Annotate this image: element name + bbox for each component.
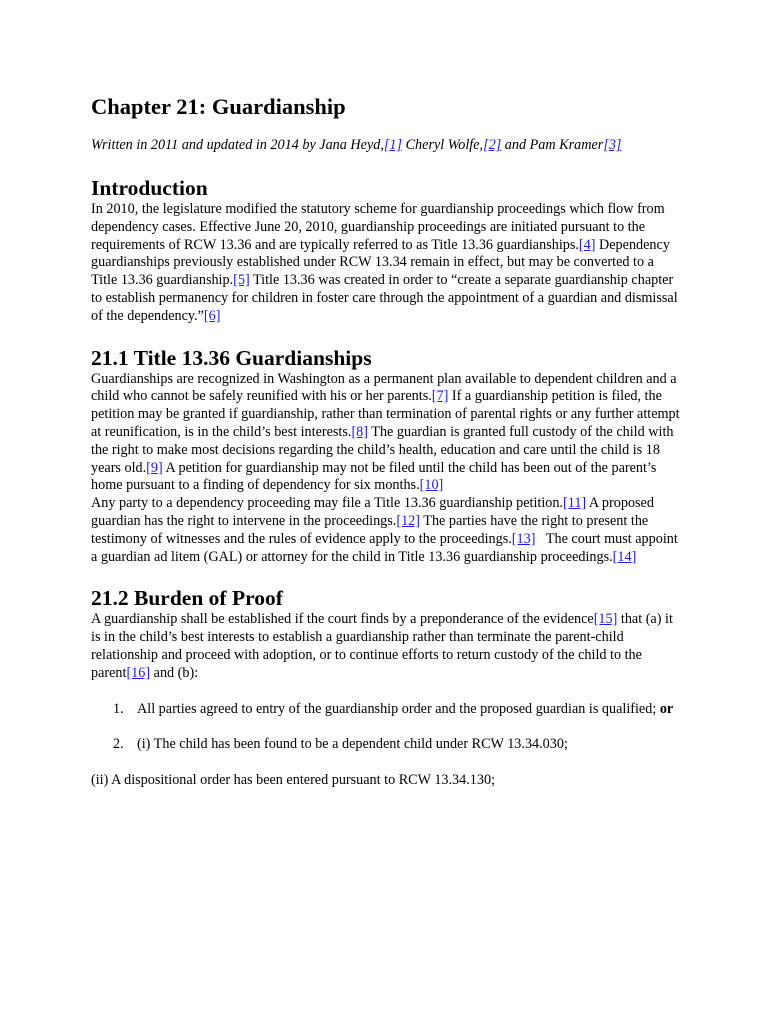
section-heading-21-2: 21.2 Burden of Proof bbox=[91, 586, 283, 611]
paragraph-text: Dependency guardianships previously established under RCW 13.34 remain in effect, but may be converted to a Title 13.36 guardianship. bbox=[91, 236, 670, 289]
footnote-link-12[interactable]: [12] bbox=[396, 512, 420, 529]
footnote-link-5[interactable]: [5] bbox=[233, 272, 250, 289]
section-21-1-paragraph-2 bbox=[91, 495, 680, 566]
footnote-link-4[interactable]: [4] bbox=[578, 236, 596, 253]
paragraph-text: If a guardianship petition is filed, the petition may be granted if guardianship, rather than termination of parental rights or any further attempt at reunification, is in the child’s best interests. bbox=[91, 388, 680, 440]
paragraph-text: Any party to a dependency proceeding may file a Title 13.36 guardianship petition. bbox=[91, 495, 564, 512]
list-item-bold-text: or bbox=[659, 700, 674, 717]
paragraph-text: A guardianship shall be established if the court finds by a preponderance of the evidence bbox=[91, 611, 594, 628]
section-heading-21-1: 21.1 Title 13.36 Guardianships bbox=[91, 345, 372, 370]
footnote-link-10[interactable]: [10] bbox=[419, 477, 444, 494]
paragraph-text: In 2010, the legislature modified the statutory scheme for guardianship proceedings which flow from dependency cases. Effective June 20, 2010, guardianship proceedings are initiated pursuant to the requirements of RCW 13.36 and are typically referred to as Title 13.36 guardianships. bbox=[91, 201, 665, 253]
intro-paragraph bbox=[91, 201, 680, 326]
paragraph-text: Title 13.36 was created in order to “create a separate guardianship chapter to establish permanency for children in foster care through the appointment of a guardian and dismissal of the dependency.” bbox=[91, 272, 678, 324]
footnote-link-1[interactable]: [1] bbox=[383, 137, 403, 153]
byline-text: Cheryl Wolfe, bbox=[402, 137, 484, 153]
section-heading-introduction: Introduction bbox=[91, 176, 208, 200]
list-item-text: (i) The child has been found to be a dependent child under RCW 13.34.030; bbox=[137, 736, 568, 753]
footnote-link-11[interactable]: [11] bbox=[563, 495, 587, 512]
footnote-link-7[interactable]: [7] bbox=[431, 388, 449, 405]
list-item-text: All parties agreed to entry of the guardianship order and the proposed guardian is qualified; bbox=[137, 700, 660, 717]
byline-text: Written in 2011 and updated in 2014 by Jana Heyd, bbox=[91, 137, 384, 153]
footnote-link-2[interactable]: [2] bbox=[483, 137, 502, 153]
section-21-1-paragraph-1 bbox=[91, 371, 680, 496]
byline-text: and Pam Kramer bbox=[501, 137, 604, 153]
paragraph-text: A petition for guardianship may not be filed until the child has been out of the parent’s home pursuant to a finding of dependency for six months. bbox=[91, 459, 657, 494]
paragraph-text: that (a) it is in the child’s best interests to establish a guardianship rather than terminate the parent-child relationship and proceed with adoption, or to continue efforts to return custody of the child to the parent bbox=[91, 611, 673, 681]
list-item bbox=[91, 736, 680, 754]
footnote-link-8[interactable]: [8] bbox=[351, 423, 368, 440]
footnote-link-9[interactable]: [9] bbox=[146, 459, 163, 476]
footnote-link-16[interactable]: [16] bbox=[126, 664, 151, 681]
footnote-link-14[interactable]: [14] bbox=[612, 548, 637, 565]
list-item bbox=[91, 701, 680, 719]
chapter-title: Chapter 21: Guardianship bbox=[91, 94, 346, 119]
paragraph-text: The guardian is granted full custody of the child with the right to make most decisions regarding the child’s health, education and care until the child is 18 years old. bbox=[91, 423, 674, 476]
footnote-link-6[interactable]: [6] bbox=[203, 307, 221, 324]
paragraph-text: Guardianships are recognized in Washington as a permanent plan available to dependent children and a child who cannot be safely reunified with his or her parents. bbox=[91, 370, 677, 405]
section-21-2-paragraph bbox=[91, 611, 680, 682]
paragraph-text: The court must appoint a guardian ad litem (GAL) or attorney for the child in Title 13.36 guardianship proceedings. bbox=[91, 530, 678, 565]
byline bbox=[91, 136, 680, 154]
subclause-ii-paragraph: (ii) A dispositional order has been entered pursuant to RCW 13.34.130; bbox=[91, 772, 496, 789]
footnote-link-3[interactable]: [3] bbox=[603, 137, 622, 153]
list-item-number: 2. bbox=[113, 736, 124, 753]
criteria-list bbox=[91, 701, 680, 755]
paragraph-text: and (b): bbox=[150, 664, 199, 681]
footnote-link-15[interactable]: [15] bbox=[593, 611, 618, 628]
list-item-number: 1. bbox=[113, 700, 124, 717]
paragraph-text: A proposed guardian has the right to intervene in the proceedings. bbox=[91, 495, 654, 529]
paragraph-text: The parties have the right to present the testimony of witnesses and the rules of evidence apply to the proceedings. bbox=[91, 512, 649, 547]
footnote-link-13[interactable]: [13] bbox=[511, 530, 536, 547]
